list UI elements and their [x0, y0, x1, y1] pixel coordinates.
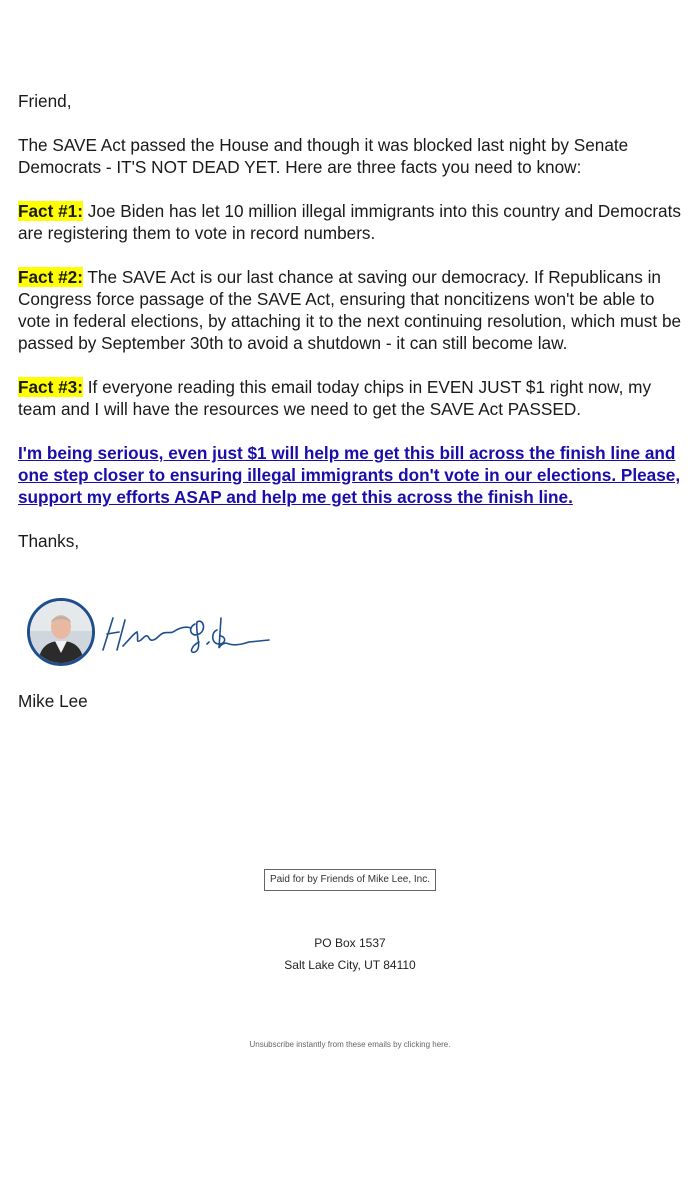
fact-2-label: Fact #2:	[18, 267, 83, 287]
signer-name: Mike Lee	[18, 691, 88, 711]
handwritten-signature	[99, 604, 279, 656]
greeting: Friend,	[18, 91, 72, 111]
fact-1-paragraph	[18, 200, 686, 244]
address-line-2: Salt Lake City, UT 84110	[284, 958, 416, 972]
signature-block	[27, 598, 287, 666]
avatar-portrait-icon	[30, 601, 92, 663]
unsubscribe-link[interactable]: Unsubscribe instantly from these emails by clicking here.	[249, 1040, 451, 1049]
fact-2-text: The SAVE Act is our last chance at saving our democracy. If Republicans in Congress force passage of the SAVE Act, ensuring that noncitizens won't be able to vote in federal elections, by attaching it to the next continuing resolution, which must be passed by September 30th to avoid a shutdown - it can still become law.	[18, 267, 682, 353]
intro-paragraph: The SAVE Act passed the House and though it was blocked last night by Senate Democrats - IT'S NOT DEAD YET. Here are three facts you need to know:	[18, 135, 629, 177]
fact-3-paragraph	[18, 376, 686, 420]
fact-3-text: If everyone reading this email today chips in EVEN JUST $1 right now, my team and I will have the resources we need to get the SAVE Act PASSED.	[18, 377, 652, 419]
closing: Thanks,	[18, 531, 80, 551]
donate-link[interactable]: I'm being serious, even just $1 will help me get this bill across the finish line and one step closer to ensuring illegal immigrants don't vote in our elections. Please, support my efforts ASAP and help me get this across the finish line.	[18, 443, 681, 507]
fact-1-label: Fact #1:	[18, 201, 83, 221]
email-body	[18, 90, 686, 574]
fact-1-text: Joe Biden has let 10 million illegal immigrants into this country and Democrats are registering them to vote in record numbers.	[18, 201, 681, 243]
paid-for-disclaimer: Paid for by Friends of Mike Lee, Inc.	[264, 869, 436, 891]
cta-paragraph	[18, 442, 686, 508]
fact-3-label: Fact #3:	[18, 377, 83, 397]
address-line-1: PO Box 1537	[314, 936, 386, 950]
fact-2-paragraph	[18, 266, 686, 354]
avatar	[27, 598, 95, 666]
